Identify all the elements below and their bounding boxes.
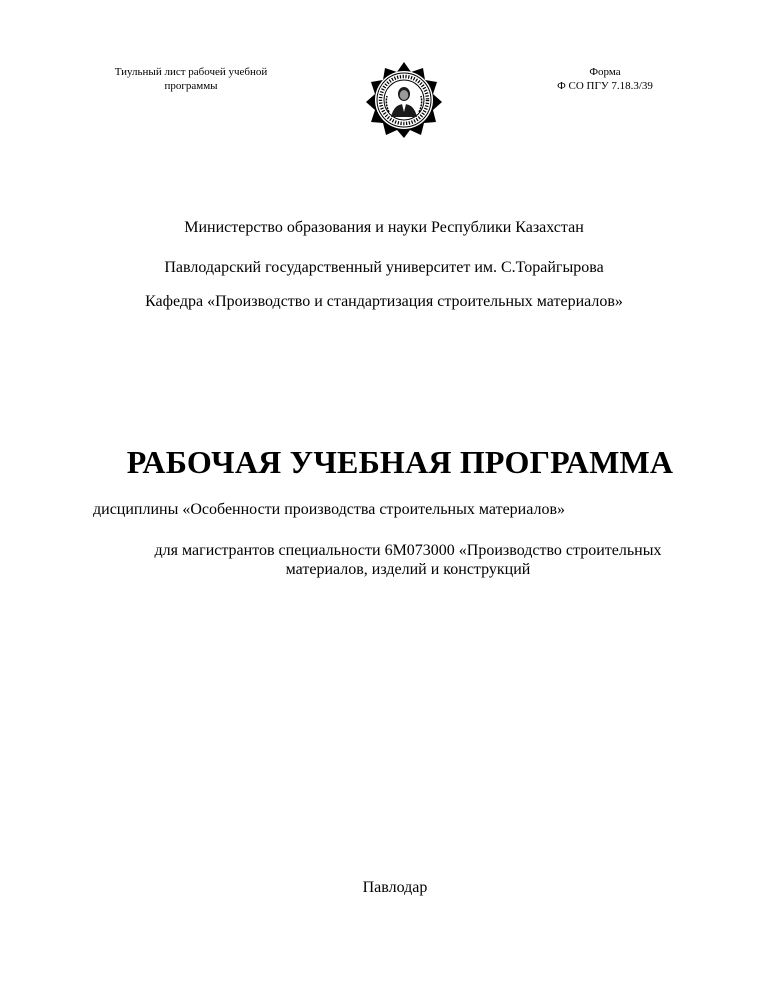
discipline-name: дисциплины «Особенности производства строительных материалов» xyxy=(93,501,566,518)
university-name: Павлодарский государственный университет им. С.Торайгырова xyxy=(164,259,604,276)
header-right-line2: Ф СО ПГУ 7.18.3/39 xyxy=(557,80,653,92)
header-form-title xyxy=(96,65,286,93)
header-right-line1: Форма xyxy=(589,66,621,78)
document-title: РАБОЧАЯ УЧЕБНАЯ ПРОГРАММА xyxy=(126,444,674,480)
city-name: Павлодар xyxy=(362,879,428,896)
speciality-line2: материалов, изделий и конструкций xyxy=(285,561,531,578)
speciality-line1: для магистрантов специальности 6М073000 «Производство строительных xyxy=(154,542,662,559)
department-name: Кафедра «Производство и стандартизация строительных материалов» xyxy=(145,293,623,310)
university-seal-emblem-icon xyxy=(364,60,444,140)
ministry-name: Министерство образования и науки Республики Казахстан xyxy=(184,219,584,236)
header-left-line1: Тиульный лист рабочей учебной xyxy=(114,66,268,78)
header-form-code xyxy=(540,65,670,93)
header-left-line2: программы xyxy=(164,80,218,92)
speciality-text xyxy=(110,541,706,579)
